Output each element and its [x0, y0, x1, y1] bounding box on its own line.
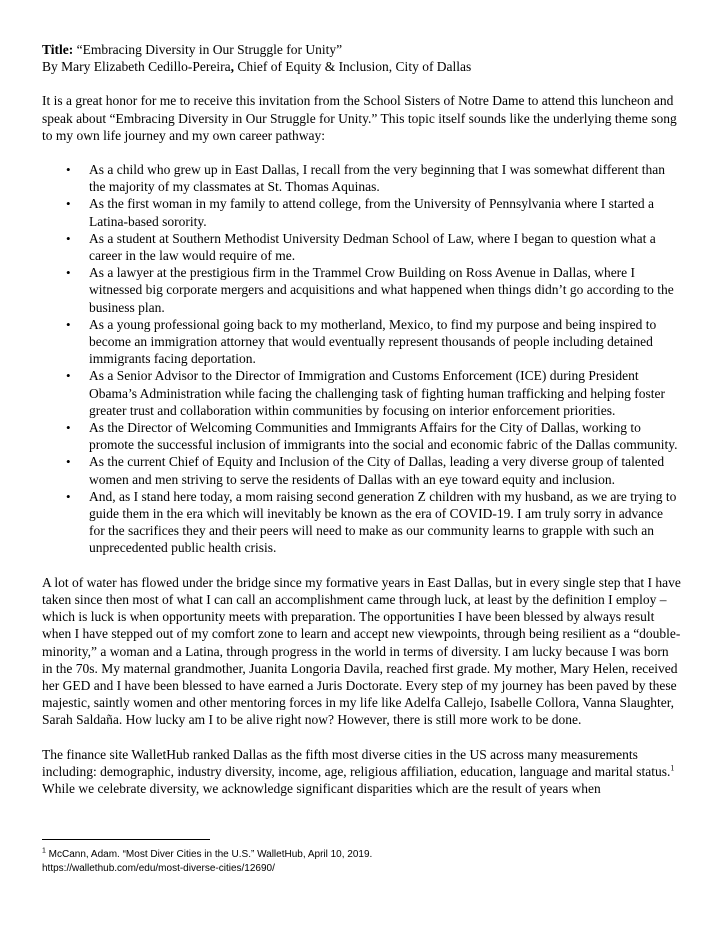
bullet-icon: •	[66, 230, 71, 246]
wallethub-paragraph	[42, 746, 682, 798]
bullet-text: As a young professional going back to my motherland, Mexico, to find my purpose and being inspired to become an immigration attorney that would eventually represent thousands of people including detained immigrants facing deportation.	[89, 316, 657, 367]
bullet-icon: •	[66, 162, 71, 178]
byline	[42, 58, 682, 75]
bullet-icon: •	[66, 265, 71, 281]
byline-author: By Mary Elizabeth Cedillo-Pereira	[42, 59, 231, 75]
title-block	[42, 41, 682, 75]
bullet-icon: •	[66, 488, 71, 504]
wallethub-text: The finance site WalletHub ranked Dallas as the fifth most diverse cities in the US across many measurements including: demographic, industry diversity, income, age, religious affiliation, education, language and marital status.	[42, 746, 671, 779]
bullet-text: As the current Chief of Equity and Inclusion of the City of Dallas, leading a very diverse group of talented women and men striving to serve the residents of Dallas with an eye toward equity and inclusion.	[89, 454, 665, 487]
bullet-item	[42, 161, 682, 195]
bullet-item	[42, 264, 682, 316]
bullet-text: As a lawyer at the prestigious firm in the Trammel Crow Building on Ross Avenue in Dallas, where I witnessed big corporate mergers and acquisitions and what happened when things didn’t go according to the business plan.	[89, 265, 674, 315]
bullet-icon: •	[66, 316, 71, 332]
bullet-icon: •	[66, 454, 71, 470]
bullet-item	[42, 316, 682, 368]
document-body	[42, 41, 682, 797]
bullet-item	[42, 419, 682, 453]
intro-paragraph: It is a great honor for me to receive this invitation from the School Sisters of Notre Dame to attend this luncheon and speak about “Embracing Diversity in Our Struggle for Unity.” This topic itself sounds like the underlying theme song to my own life journey and my own career pathway:	[42, 93, 677, 143]
footnote-marker: 1	[42, 847, 46, 855]
title-text: “Embracing Diversity in Our Struggle for Unity”	[73, 42, 343, 57]
bullet-text: As a child who grew up in East Dallas, I recall from the very beginning that I was somewhat different than the majority of my classmates at St. Thomas Aquinas.	[89, 162, 665, 195]
bullet-item	[42, 367, 682, 419]
bullet-item	[42, 195, 682, 229]
byline-comma: ,	[230, 59, 234, 75]
bullet-text: As a student at Southern Methodist University Dedman School of Law, where I began to question what a career in the law would require of me.	[89, 230, 656, 264]
bullet-item	[42, 488, 682, 557]
bullet-text: As the Director of Welcoming Communities and Immigrants Affairs for the City of Dallas, working to promote the successful inclusion of immigrants into the social and economic fabric of the Dallas community.	[89, 420, 678, 453]
bullet-icon: •	[66, 368, 71, 384]
footnote-url[interactable]: https://wallethub.com/edu/most-diverse-cities/12690/	[42, 863, 275, 874]
footnote-divider	[42, 839, 210, 840]
bullet-text: And, as I stand here today, a mom raising second generation Z children with my husband, as we are trying to guide them in the era which will inevitably be known as the era of COVID-19. I am truly sorry in advance for the sacrifices they and their peers will need to make as our community learns to grapple with such an unprecedented public health crisis.	[89, 488, 677, 556]
bullet-text: As a Senior Advisor to the Director of Immigration and Customs Enforcement (ICE) during President Obama’s Administration while facing the challenging task of fighting human trafficking and helping foster greater trust and collaboration within communities by focusing on interior enforcement priorities.	[89, 368, 665, 418]
bullet-item	[42, 453, 682, 487]
footnote-reference[interactable]: 1	[670, 763, 675, 773]
wallethub-text-continued: While we celebrate diversity, we acknowledge significant disparities which are the result of years when	[42, 780, 601, 796]
footnote	[42, 848, 682, 876]
luck-paragraph: A lot of water has flowed under the bridge since my formative years in East Dallas, but in every single step that I have taken since then most of what I can call an accomplishment came through luck, at least by the definition I employ – which is luck is when opportunity meets with preparation. The opportunities I have been blessed by always result when I have stepped out of my comfort zone to learn and accept new viewpoints, through being resilient as a “double-minority,” a woman and a Latina, through progress in the world in terms of diversity. I am lucky because I was born in the 70s. My maternal grandmother, Juanita Longoria Davila, reached first grade. My mother, Mary Helen, received her GED and I have been blessed to have earned a Juris Doctorate. Every step of my journey has been paved by these majestic, saintly women and other mentoring forces in my life like Adelfa Callejo, Isabelle Collora, Vanna Slaughter, Sarah Saldaña. How lucky am I to be alive right now? However, there is still more work to be done.	[42, 574, 681, 728]
footnote-citation	[42, 848, 682, 862]
bullet-icon: •	[66, 196, 71, 212]
bullet-icon: •	[66, 420, 71, 436]
career-bullet-list	[42, 161, 682, 557]
title-label: Title:	[42, 42, 74, 57]
byline-role: Chief of Equity & Inclusion, City of Dallas	[233, 59, 472, 75]
bullet-item	[42, 230, 682, 264]
title-line	[42, 41, 682, 58]
footnote-text: McCann, Adam. “Most Diver Cities in the U.S.” WalletHub, April 10, 2019.	[45, 849, 373, 860]
bullet-text: As the first woman in my family to attend college, from the University of Pennsylvania where I started a Latina-based sorority.	[89, 196, 654, 229]
